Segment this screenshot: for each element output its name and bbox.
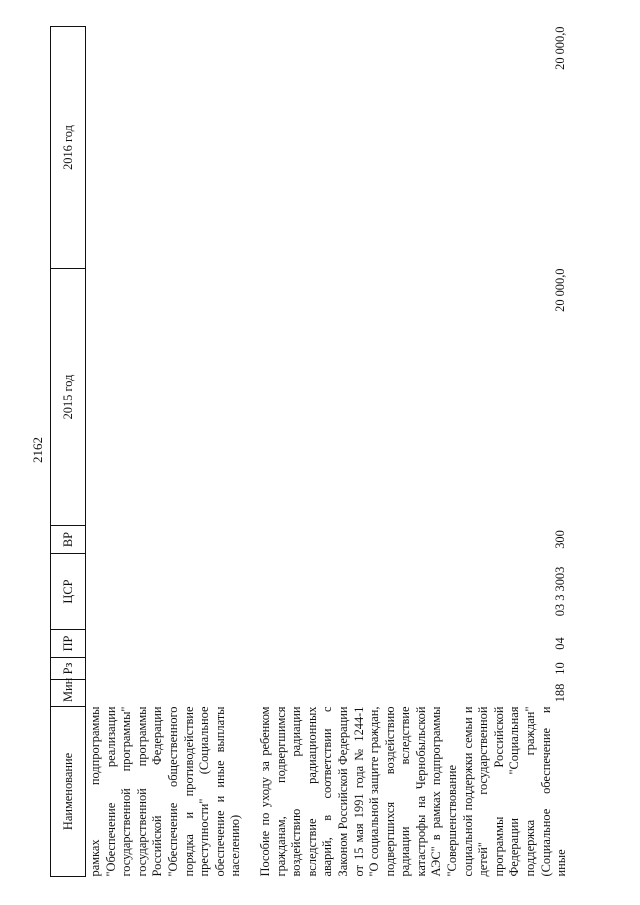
row-2015: 20 000,0 [552,268,567,312]
page-number: 2162 [30,437,45,463]
row-min [86,680,244,707]
row-pr [86,630,244,658]
header-2015: 2015 год [51,269,86,526]
header-min: Мин [51,680,86,707]
row-csr: 03 3 3003 [552,566,567,617]
rotated-page [50,27,610,877]
row-name: Пособие по уходу за ребенком гражданам, подвергшимся воздействию радиации вследствие радиационных аварий, в соответствии с Законом Российской Федерации от 15 мая 1991 года № 1244-1 "О социальной защите граждан, подвергшихся воздействию радиации вследствие катастрофы на Чернобыльской АЭС" в рамках подпрограммы "Совершенствование социальной поддержки семьи и детей" государственной программы Российской Федерации "Социальная поддержка граждан" (Социальное обеспечение и иные [257,706,569,877]
row-csr [86,554,244,630]
header-name: Наименование [51,707,86,877]
header-2016: 2016 год [51,27,86,269]
row-rz [86,658,244,680]
table-header-row [51,27,86,877]
row-2016: 20 000,0 [552,26,567,70]
row-min: 188 [552,683,567,703]
table-row [258,27,570,877]
row-vr [86,526,244,554]
row-vr: 300 [552,530,567,549]
row-spacer [244,27,258,877]
header-csr: ЦСР [51,554,86,630]
row-2015 [86,269,244,526]
row-2016 [86,27,244,269]
header-vr: ВР [51,526,86,554]
header-rz: Рз [51,658,86,680]
row-name: рамках подпрограммы "Обеспечение реализации государственной программы" государственной программы Российской Федерации "Обеспечение общественного порядка и противодействие преступности" (Социальное обеспечение и иные выплаты населению) [88,706,243,877]
budget-table [50,26,570,877]
row-pr: 04 [552,637,567,650]
row-rz: 10 [552,662,567,675]
table-row [86,27,244,877]
header-pr: ПР [51,630,86,658]
